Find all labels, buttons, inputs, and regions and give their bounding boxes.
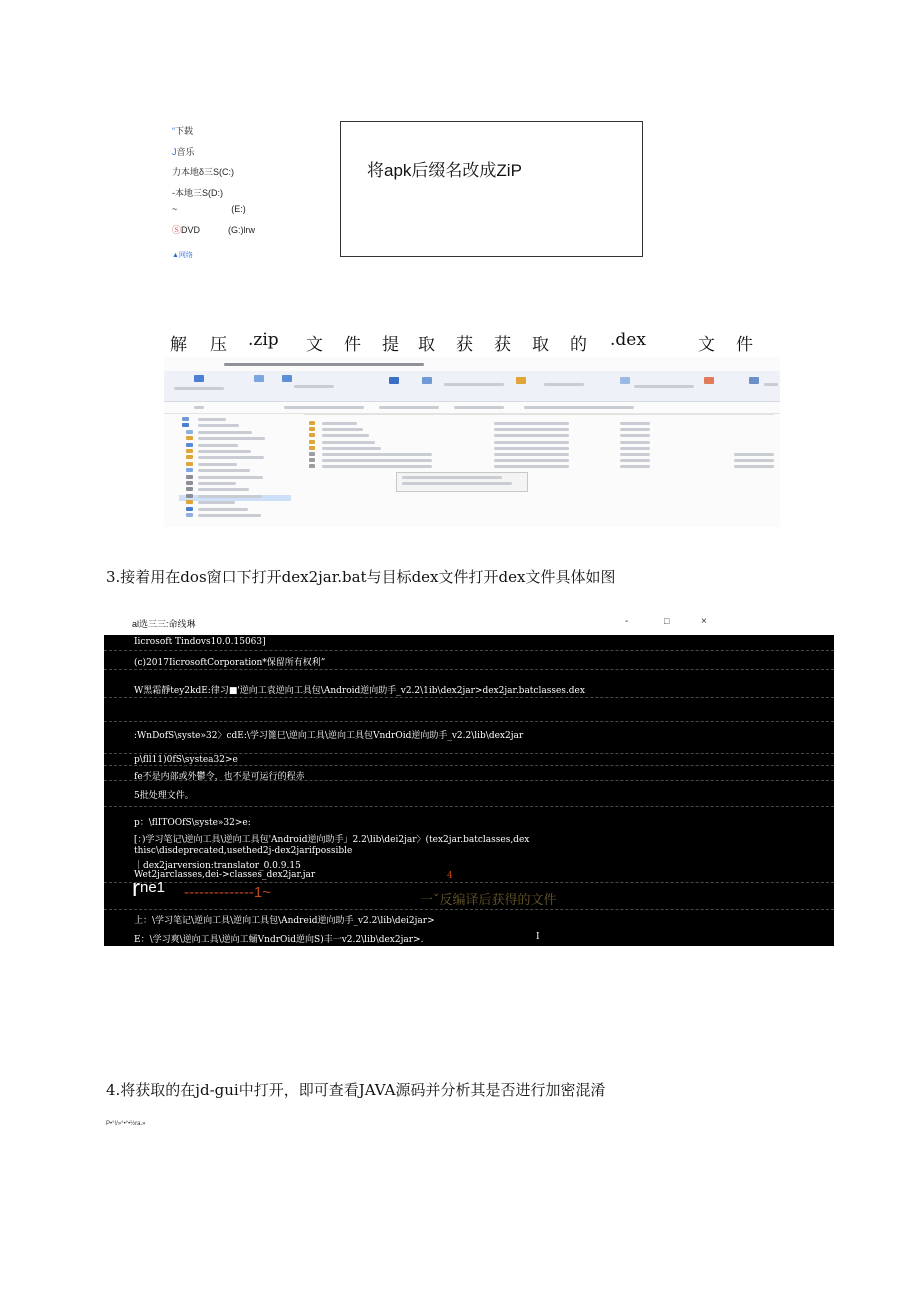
file-cell [494, 459, 569, 462]
nav-item-icon [186, 507, 193, 511]
nav-item-icon [186, 449, 193, 453]
column-header [304, 414, 774, 415]
heading-char: 提 [382, 335, 399, 355]
file-cell [620, 434, 650, 437]
callout-text: 将apk后缀名改成ZiP [367, 161, 522, 180]
nav-item-icon [186, 475, 193, 479]
file-cell [620, 428, 650, 431]
heading-char: 压 [210, 335, 227, 355]
pin-icon[interactable] [194, 375, 204, 382]
nav-item-label [198, 469, 250, 472]
file-icon [309, 446, 315, 450]
heading-char: 取 [418, 335, 435, 355]
console-line: p\fll11)0fS\systea32>e [134, 755, 238, 765]
sidebar-item-music[interactable]: J音乐 [172, 147, 195, 157]
sidebar-item-label: DVD [181, 225, 201, 235]
text-cursor: I [536, 932, 540, 942]
heading-char: 文 [306, 335, 323, 355]
annotation-number: 4 [447, 871, 453, 881]
console-line: :WnDofS\syste»32〉cdE:\学习篦巳\逆向工具\逆向工具包VndrOid逆向助手_v2.2\lib\dex2jar [134, 731, 524, 741]
cut-icon[interactable] [389, 377, 399, 384]
console-line: ｜dex2jarversion:translator_0.0.9.15 [134, 861, 301, 871]
heading-char: 件 [736, 335, 753, 355]
sidebar-item-extra: (G:)lrw [228, 225, 256, 235]
nav-item-label [198, 476, 263, 479]
nav-item-icon [186, 455, 193, 459]
file-icon [309, 433, 315, 437]
file-cell [620, 441, 650, 444]
heading-char: 获 [456, 335, 473, 355]
file-cell [322, 459, 432, 462]
sidebar-item-label: 音乐 [176, 147, 195, 157]
sidebar-item-dvd[interactable] [172, 223, 255, 236]
file-icon [309, 452, 315, 456]
file-cell [322, 422, 357, 425]
copy-icon[interactable] [254, 375, 264, 382]
prompt-marker [132, 875, 165, 903]
move-icon[interactable] [422, 377, 432, 384]
file-icon [309, 464, 315, 468]
nav-item-label [198, 508, 248, 511]
file-cell [322, 453, 432, 456]
nav-item-label [198, 456, 264, 459]
console-line: (c)2017IicrosoftCorporation*保留所有权利” [134, 658, 326, 668]
minimize-button[interactable]: - [625, 616, 629, 627]
annotation-text: 一ˇ反编译后获得的文件 [420, 893, 557, 908]
file-cell [494, 453, 569, 456]
nav-item-label [198, 424, 239, 427]
console-line: Iicrosoft Tindovs10.0.15063] [134, 637, 266, 647]
heading-char: 的 [570, 335, 587, 355]
console-line: Wet2jarclasses,dei->classes_dex2jar.jar [134, 870, 316, 880]
sidebar-item-drive-d[interactable] [172, 186, 223, 199]
file-cell [494, 428, 569, 431]
maximize-button[interactable]: □ [664, 616, 670, 626]
nav-item-label [198, 514, 261, 517]
file-explorer-screenshot [164, 357, 780, 527]
nav-item-label [198, 501, 235, 504]
file-cell [620, 447, 650, 450]
nav-item-icon [186, 513, 193, 517]
heading-char: 获 [494, 335, 511, 355]
nav-item-icon [186, 436, 193, 440]
file-icon [309, 440, 315, 444]
file-cell [734, 465, 774, 468]
file-cell [322, 428, 363, 431]
file-icon [309, 458, 315, 462]
nav-item-icon [186, 481, 193, 485]
sidebar-item-label: 力本地δ三S(C:) [172, 167, 235, 177]
dvd-icon: Ⓢ [172, 225, 182, 235]
properties-icon[interactable] [620, 377, 630, 384]
sidebar-item-label: ▲网络 [172, 252, 193, 259]
file-cell [494, 422, 569, 425]
console-line: E：\学习爽\逆向工具\逆向工蛹VndrOid逆向S)丰一v2.2\lib\dex2jar>. [134, 935, 424, 945]
nav-item-label [198, 495, 262, 498]
heading-char: 解 [170, 335, 187, 355]
nav-item-icon [182, 423, 189, 427]
marker-sup: ne1 [140, 879, 166, 896]
console-line: p：\flITOOfS\syste»32>e: [134, 818, 251, 828]
select-icon[interactable] [749, 377, 759, 384]
file-cell [494, 441, 569, 444]
title-bar [224, 363, 424, 366]
heading-char: 取 [532, 335, 549, 355]
nav-item-icon [186, 487, 193, 491]
file-cell [734, 453, 774, 456]
open-icon[interactable] [704, 377, 714, 384]
nav-item-label [198, 482, 236, 485]
file-cell [322, 465, 432, 468]
nav-item-icon [186, 430, 193, 434]
new-folder-icon[interactable] [516, 377, 526, 384]
nav-item-icon [182, 417, 189, 421]
nav-item-label [198, 450, 251, 453]
cmd-window-title: al选三三:命线琳 [132, 619, 196, 629]
file-cell [322, 441, 375, 444]
sidebar-item-downloads[interactable]: “下载 [172, 126, 194, 136]
sidebar-item-network[interactable] [172, 250, 193, 260]
file-icon [309, 427, 315, 431]
cmd-console[interactable] [104, 635, 834, 946]
nav-item-label [198, 488, 249, 491]
nav-item-icon [186, 468, 193, 472]
nav-item-label [198, 431, 252, 434]
nav-item-icon [186, 443, 193, 447]
heading-char: 文 [698, 335, 715, 355]
sidebar-item-drive-c[interactable] [172, 165, 234, 178]
callout-box [340, 121, 643, 257]
sidebar-item-drive-e[interactable]: ~ (E:) [172, 204, 246, 214]
nav-item-label [198, 463, 237, 466]
nav-item-label [198, 437, 265, 440]
close-button[interactable]: × [701, 616, 707, 627]
console-line: W黑霜靜tey2kdE:律习■'逆向工袁逆向工具包\Android逆向助手_v2.2\1ib\dex2jar>dex2jar.batclasses.dex [134, 686, 585, 696]
console-line: 5批处理文件。 [134, 791, 194, 801]
nav-item-label [198, 418, 226, 421]
nav-item-icon [186, 494, 193, 498]
nav-item-icon [186, 462, 193, 466]
paste-icon[interactable] [282, 375, 292, 382]
file-cell [494, 465, 569, 468]
nav-item-label [198, 444, 238, 447]
file-cell [620, 459, 650, 462]
heading-char: .dex [610, 330, 646, 350]
small-note: P•°!/»°•°•½ra.» [106, 1121, 146, 1127]
console-line: fe不是内部或外鬱令，也不是可运行的程赤 [134, 772, 305, 782]
sidebar-item-label: -本地三S(D:) [172, 188, 223, 198]
heading-char: 件 [344, 335, 361, 355]
file-cell [620, 465, 650, 468]
file-cell [620, 453, 650, 456]
file-cell [322, 447, 381, 450]
file-cell [734, 459, 774, 462]
file-cell [494, 447, 569, 450]
heading-char: .zip [248, 330, 279, 350]
file-cell [620, 422, 650, 425]
step-3-text: 3.接着用在dos窗口下打开dex2jar.bat与目标dex文件打开dex文件具体如图 [106, 568, 616, 586]
file-cell [494, 434, 569, 437]
nav-item-icon [186, 500, 193, 504]
sidebar-item-label: (E:) [231, 204, 246, 214]
highlight-dashes: --------------1~ [184, 884, 272, 901]
sidebar-item-label: 下载 [175, 126, 194, 136]
marker-letter: r [132, 875, 140, 902]
console-line: thisc\disdeprecated,usethed2j-dex2jarifpossible [134, 846, 353, 856]
file-icon [309, 421, 315, 425]
step-4-text: 4.将获取的在jd-gui中打开，即可查看JAVA源码并分析其是否进行加密混淆 [106, 1081, 606, 1099]
console-line: [：)学习笔记\逆向工具\逆向工具包'Android逆向助手」2.2\lib\dei2jar〉(tex2jar.batclasses,dex [134, 835, 530, 845]
console-line: 上：\学习笔记\逆向工具\逆向工具包\Andreid逆向助手_v2.2\lib\dei2jar> [134, 916, 435, 926]
file-cell [322, 434, 369, 437]
